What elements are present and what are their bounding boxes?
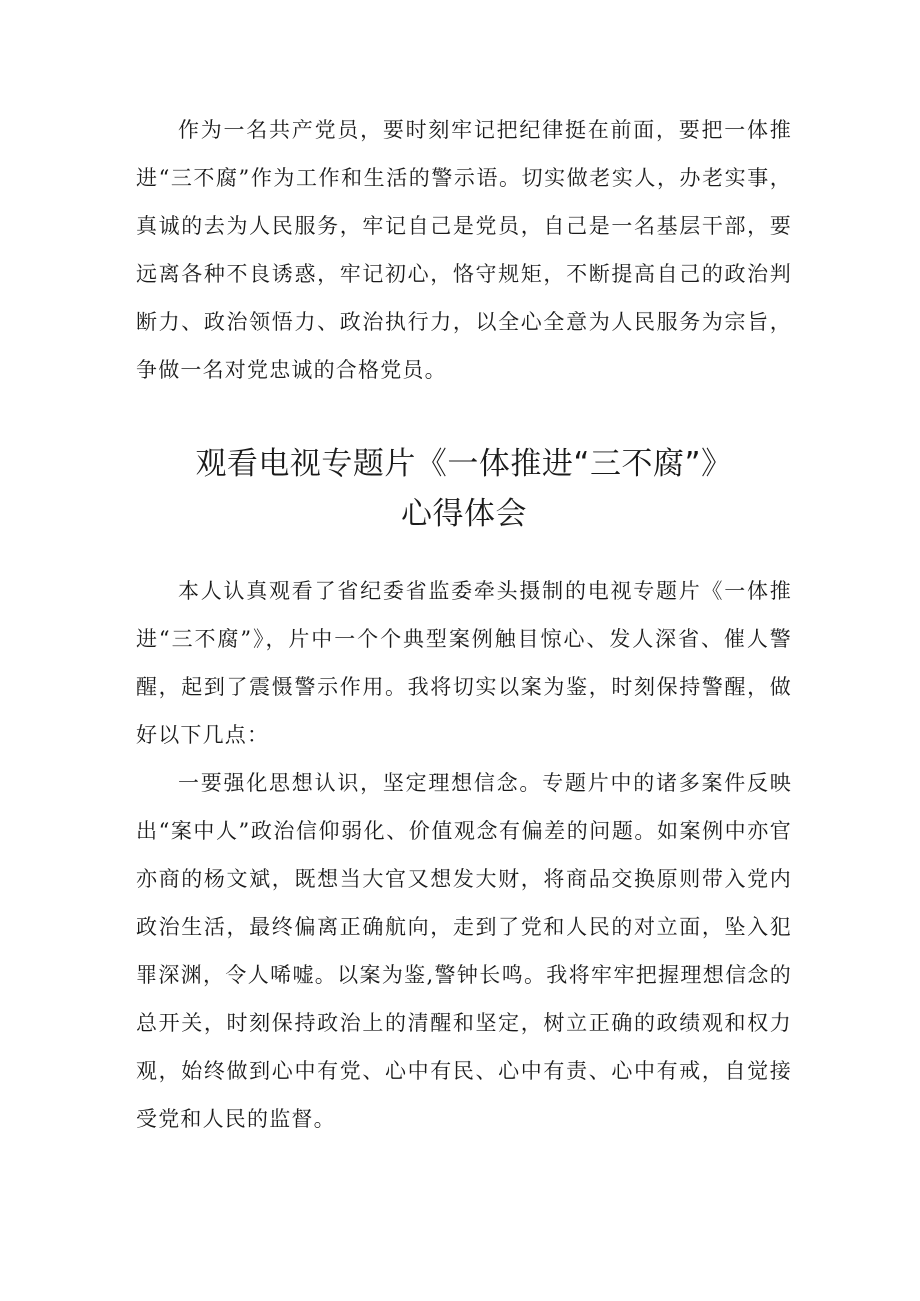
document-title <box>136 439 792 539</box>
document-page <box>136 106 792 1143</box>
body-paragraph-1: 本人认真观看了省纪委省监委牵头摄制的电视专题片《一体推进“三不腐”》，片中一个个典型案例触目惊心、发人深省、催人警醒，起到了震慑警示作用。我将切实以案为鉴，时刻保持警醒，做好以下几点： <box>136 579 792 747</box>
title-line-2: 心得体会 <box>401 496 527 532</box>
body-paragraph-2: 一要强化思想认识，坚定理想信念。专题片中的诸多案件反映出“案中人”政治信仰弱化、价值观念有偏差的问题。如案例中亦官亦商的杨文斌，既想当大官又想发大财，将商品交换原则带入党内政治生活，最终偏离正确航向，走到了党和人民的对立面，坠入犯罪深渊，令人唏嘘。以案为鉴,警钟长鸣。我将牢牢把握理想信念的总开关，时刻保持政治上的清醒和坚定，树立正确的政绩观和权力观，始终做到心中有党、心中有民、心中有责、心中有戒，自觉接受党和人民的监督。 <box>136 771 792 1131</box>
title-line-1: 观看电视专题片《一体推进“三不腐”》 <box>195 446 733 482</box>
intro-paragraph: 作为一名共产党员，要时刻牢记把纪律挺在前面，要把一体推进“三不腐”作为工作和生活的警示语。切实做老实人，办老实事，真诚的去为人民服务，牢记自己是党员，自己是一名基层干部，要远离各种不良诱惑，牢记初心，恪守规矩，不断提高自己的政治判断力、政治领悟力、政治执行力，以全心全意为人民服务为宗旨，争做一名对党忠诚的合格党员。 <box>136 118 792 382</box>
